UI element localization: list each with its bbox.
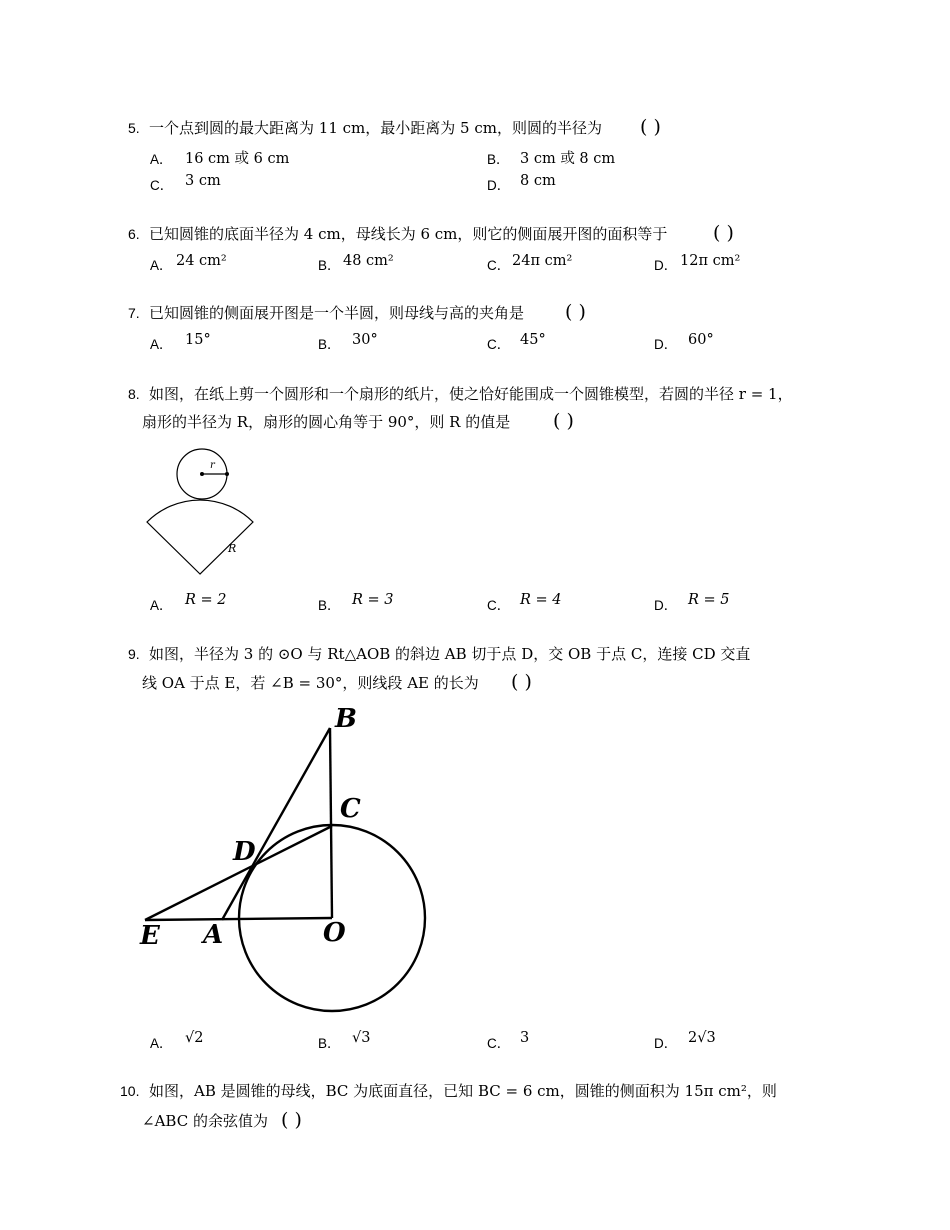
option-text: 24π cm² [512,253,573,269]
segment-ab [222,728,330,920]
option-text: 3 [520,1030,530,1046]
option-text: 60° [688,332,714,348]
point-label-o: O [323,918,346,948]
option-text: 48 cm² [343,253,394,269]
answer-bracket: ( ) [565,301,586,323]
option-label: C． [487,337,511,352]
option-text: R = 3 [352,592,394,608]
option-text: 12π cm² [680,253,741,269]
option-label: A． [150,258,173,273]
point-label-c: C [340,794,361,824]
option-label: D． [654,258,678,273]
option-text: 24 cm² [176,253,227,269]
point-label-d: D [233,837,256,867]
option-text: 3 cm [185,173,221,189]
option-label: C． [487,598,511,613]
question-stem-line: 线 OA 于点 E，若 ∠B = 30°，则线段 AE 的长为 [142,674,479,692]
question-stem: 已知圆锥的侧面展开图是一个半圆，则母线与高的夹角是 [149,304,525,322]
label-R: R [228,542,237,555]
option-label: A． [150,598,173,613]
option-text: 8 cm [520,173,556,189]
option-label: C． [487,258,511,273]
option-label: B． [318,598,341,613]
question-number: 9. [128,646,140,662]
label-r: r [210,460,215,471]
option-text: 3 cm 或 8 cm [520,151,616,167]
option-label: A． [150,337,173,352]
question-stem-line: ∠ABC 的余弦值为 [142,1112,268,1130]
question-stem: 已知圆锥的底面半径为 4 cm，母线长为 6 cm，则它的侧面展开图的面积等于 [149,225,668,243]
option-label: B． [318,337,341,352]
answer-bracket: ( ) [553,410,574,432]
question-number: 5. [128,120,140,136]
question-number: 10. [120,1083,140,1099]
question-number: 6. [128,226,140,242]
option-label: D． [654,337,678,352]
option-text: R = 4 [520,592,562,608]
point-label-a: A [203,920,224,950]
question-stem: 一个点到圆的最大距离为 11 cm，最小距离为 5 cm，则圆的半径为 [149,119,602,137]
option-text: 15° [185,332,211,348]
answer-bracket: ( ) [281,1109,302,1131]
question-stem-line: 扇形的半径为 R，扇形的圆心角等于 90°，则 R 的值是 [142,413,511,431]
option-text: √3 [352,1030,371,1046]
answer-bracket: ( ) [511,671,532,693]
question-number: 7. [128,305,140,321]
option-text: R = 5 [688,592,730,608]
option-label: A． [150,152,173,167]
segment-eo [145,918,332,920]
option-text: 30° [352,332,378,348]
option-label: B． [318,1036,341,1051]
option-label: A． [150,1036,173,1051]
option-text: 16 cm 或 6 cm [185,151,290,167]
point-label-e: E [140,921,160,951]
question-stem-line: 如图，AB 是圆锥的母线，BC 为底面直径，已知 BC = 6 cm，圆锥的侧面积为 15π cm²，则 [149,1082,777,1100]
option-text: 45° [520,332,546,348]
point-label-b: B [335,704,357,734]
question-stem-line: 如图，半径为 3 的 ⊙O 与 Rt△AOB 的斜边 AB 切于点 D，交 OB 于点 C，连接 CD 交直 [149,645,751,663]
option-label: C． [150,178,174,193]
option-label: D． [654,1036,678,1051]
question-stem-line: 如图，在纸上剪一个圆形和一个扇形的纸片，使之恰好能围成一个圆锥模型，若圆的半径 r = 1， [149,385,793,403]
answer-bracket: ( ) [713,222,734,244]
question-number: 8. [128,386,140,402]
option-label: D． [487,178,511,193]
option-text: 2√3 [688,1030,716,1046]
answer-bracket: ( ) [640,116,661,138]
option-label: D． [654,598,678,613]
option-label: C． [487,1036,511,1051]
option-label: B． [318,258,341,273]
segment-ob [330,728,332,918]
option-text: √2 [185,1030,204,1046]
option-text: R = 2 [185,592,227,608]
option-label: B． [487,152,510,167]
